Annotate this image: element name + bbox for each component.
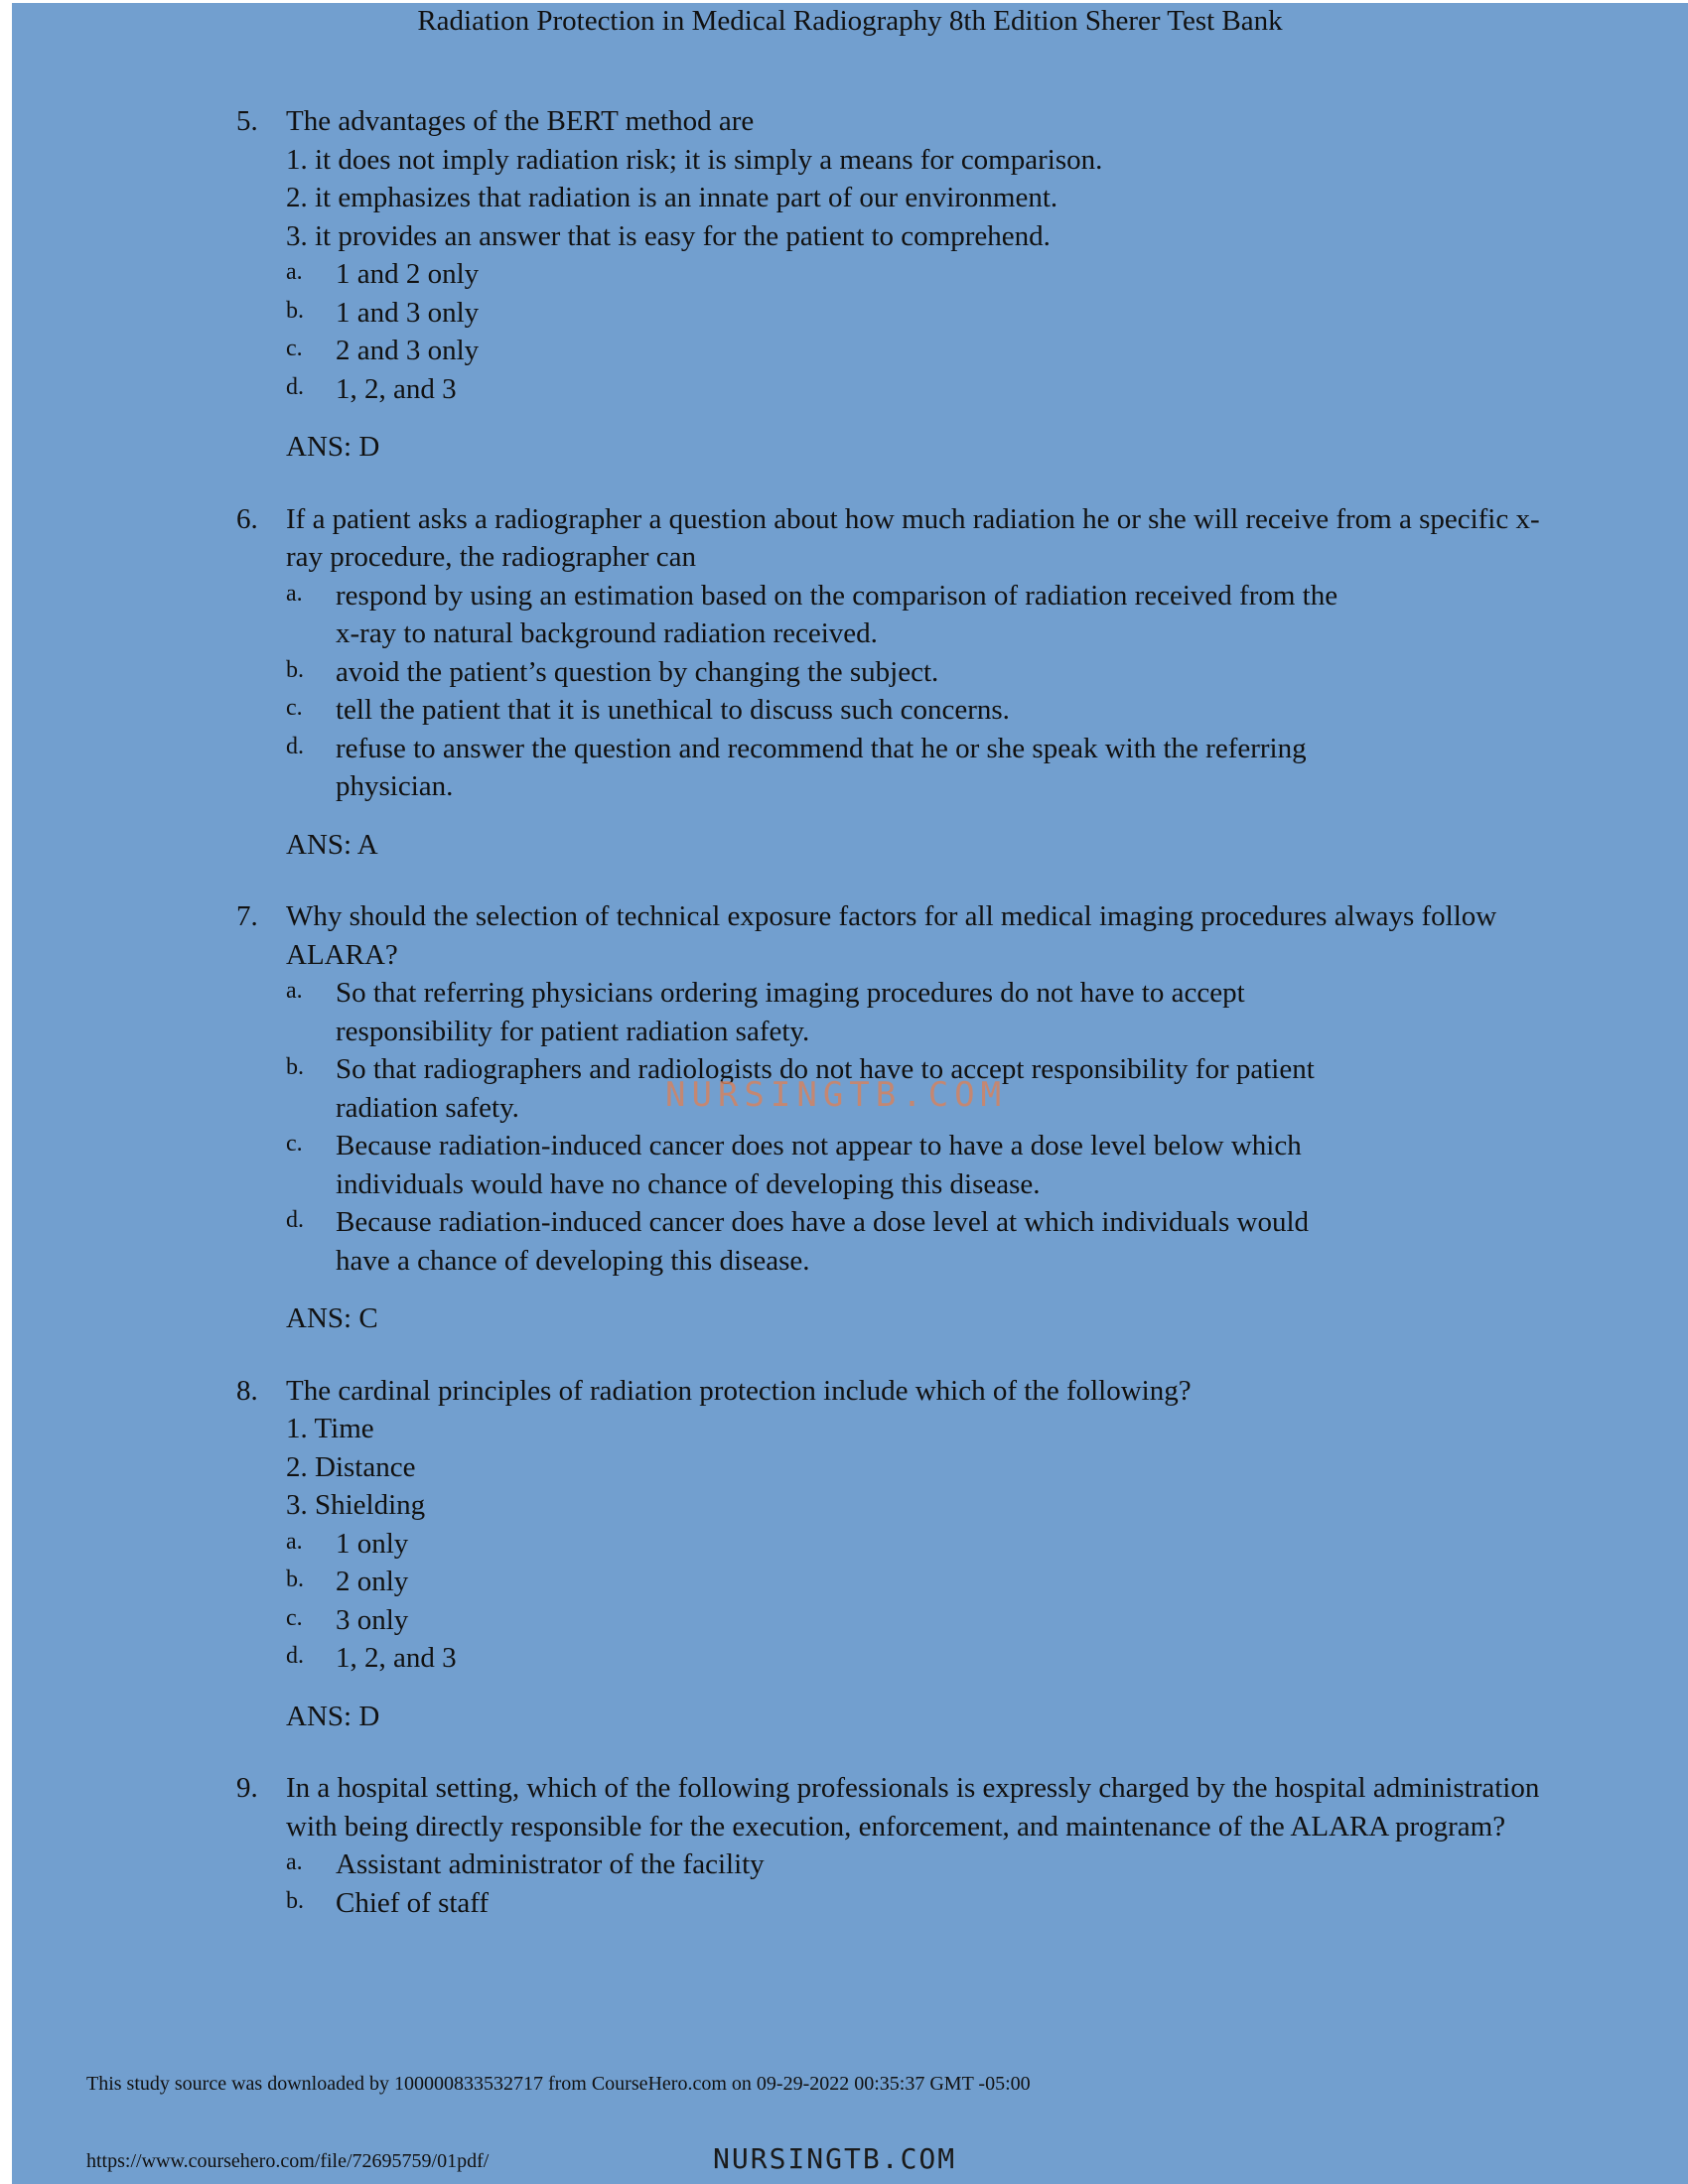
answer: ANS: A xyxy=(286,828,378,861)
option-c xyxy=(286,1127,1557,1203)
option-text: 1 and 3 only xyxy=(336,296,480,329)
footer-source-text: This study source was downloaded by 100000833532717 from CourseHero.com on 09-29-2022 00:35:37 GMT -05:00 xyxy=(86,2073,1031,2095)
option-letter: b. xyxy=(286,297,304,324)
option-b xyxy=(286,294,1557,333)
question-number: 7. xyxy=(236,900,258,932)
footer-watermark-text: NURSINGTB.COM xyxy=(713,2142,957,2175)
option-letter: c. xyxy=(286,336,303,361)
option-c xyxy=(286,1601,1557,1640)
document-page xyxy=(12,3,1688,2184)
option-letter: d. xyxy=(286,373,304,400)
question-number: 9. xyxy=(236,1772,258,1804)
option-letter: d. xyxy=(286,733,304,759)
question-8 xyxy=(12,1372,1688,1736)
option-b xyxy=(286,653,1557,692)
option-text: tell the patient that it is unethical to discuss such concerns. xyxy=(336,694,1010,726)
option-letter: b. xyxy=(286,656,304,683)
option-letter: a. xyxy=(286,259,303,285)
question-7 xyxy=(12,897,1688,1338)
question-number: 5. xyxy=(236,105,258,137)
statement: 1. Time xyxy=(286,1413,374,1444)
question-stem: The advantages of the BERT method are xyxy=(286,105,755,137)
question-stem: Why should the selection of technical exposure factors for all medical imaging procedures always follow ALARA? xyxy=(286,900,1497,971)
option-letter: b. xyxy=(286,1054,304,1080)
option-letter: d. xyxy=(286,1643,304,1669)
option-text: 1 only xyxy=(336,1527,409,1560)
option-d xyxy=(286,1203,1557,1280)
option-text: respond by using an estimation based on the comparison of radiation received from the x-ray to natural background radiation received. xyxy=(336,579,1338,649)
statement: 3. Shielding xyxy=(286,1489,426,1521)
option-text: 2 and 3 only xyxy=(336,335,480,366)
question-number: 6. xyxy=(236,502,258,535)
option-text: 2 only xyxy=(336,1566,409,1597)
question-list xyxy=(12,102,1688,1956)
option-letter: a. xyxy=(286,978,303,1004)
option-letter: c. xyxy=(286,695,303,721)
option-d xyxy=(286,730,1557,806)
question-stem: If a patient asks a radiographer a question about how much radiation he or she will receive from a specific x-ray procedure, the radiographer can xyxy=(286,502,1540,573)
question-stem: In a hospital setting, which of the following professionals is expressly charged by the hospital administration with being directly responsible for the execution, enforcement, and maintenance of the ALARA program? xyxy=(286,1772,1540,1843)
option-d xyxy=(286,370,1557,409)
option-text: 1, 2, and 3 xyxy=(336,372,457,405)
statement: 2. Distance xyxy=(286,1450,416,1483)
option-letter: c. xyxy=(286,1131,303,1157)
option-b xyxy=(286,1884,1557,1923)
option-letter: b. xyxy=(286,1567,304,1592)
option-letter: a. xyxy=(286,1528,303,1555)
option-letter: b. xyxy=(286,1887,304,1914)
page-header-title: Radiation Protection in Medical Radiography 8th Edition Sherer Test Bank xyxy=(417,5,1283,37)
question-number: 8. xyxy=(236,1374,258,1407)
option-text: refuse to answer the question and recommend that he or she speak with the referring physician. xyxy=(336,732,1307,802)
option-letter: d. xyxy=(286,1207,304,1233)
question-6 xyxy=(12,500,1688,865)
question-9 xyxy=(12,1769,1688,1922)
question-5 xyxy=(12,102,1688,467)
watermark-text: NURSINGTB.COM xyxy=(665,1075,1008,1115)
statement: 3. it provides an answer that is easy for the patient to comprehend. xyxy=(286,219,1051,252)
option-b xyxy=(286,1563,1557,1601)
option-letter: a. xyxy=(286,1849,303,1875)
statement: 1. it does not imply radiation risk; it is simply a means for comparison. xyxy=(286,143,1103,176)
answer: ANS: D xyxy=(286,431,380,463)
option-text: Assistant administrator of the facility xyxy=(336,1848,765,1880)
statement: 2. it emphasizes that radiation is an innate part of our environment. xyxy=(286,182,1058,213)
option-text: 3 only xyxy=(336,1603,409,1636)
option-letter: c. xyxy=(286,1604,303,1631)
option-text: Because radiation-induced cancer does not appear to have a dose level below which individuals would have no chance of developing this disease. xyxy=(336,1130,1302,1200)
option-text: Because radiation-induced cancer does have a dose level at which individuals would have a chance of developing this disease. xyxy=(336,1206,1310,1277)
option-a xyxy=(286,1845,1557,1884)
option-c xyxy=(286,691,1557,730)
answer: ANS: C xyxy=(286,1302,378,1334)
option-d xyxy=(286,1639,1557,1678)
option-text: So that referring physicians ordering imaging procedures do not have to accept responsibility for patient radiation safety. xyxy=(336,977,1245,1047)
option-text: avoid the patient’s question by changing the subject. xyxy=(336,655,939,688)
option-text: So that radiographers and radiologists do not have to accept responsibility for patient radiation safety. xyxy=(336,1053,1315,1124)
option-a xyxy=(286,1525,1557,1564)
footer-url-link[interactable]: https://www.coursehero.com/file/72695759/01pdf/ xyxy=(86,2150,490,2172)
option-text: 1 and 2 only xyxy=(336,258,480,290)
option-text: 1, 2, and 3 xyxy=(336,1642,457,1674)
option-a xyxy=(286,255,1557,294)
option-letter: a. xyxy=(286,580,303,607)
option-c xyxy=(286,332,1557,370)
option-a xyxy=(286,974,1557,1050)
answer: ANS: D xyxy=(286,1700,380,1732)
question-stem: The cardinal principles of radiation protection include which of the following? xyxy=(286,1374,1192,1407)
option-a xyxy=(286,577,1557,653)
option-text: Chief of staff xyxy=(336,1886,490,1919)
